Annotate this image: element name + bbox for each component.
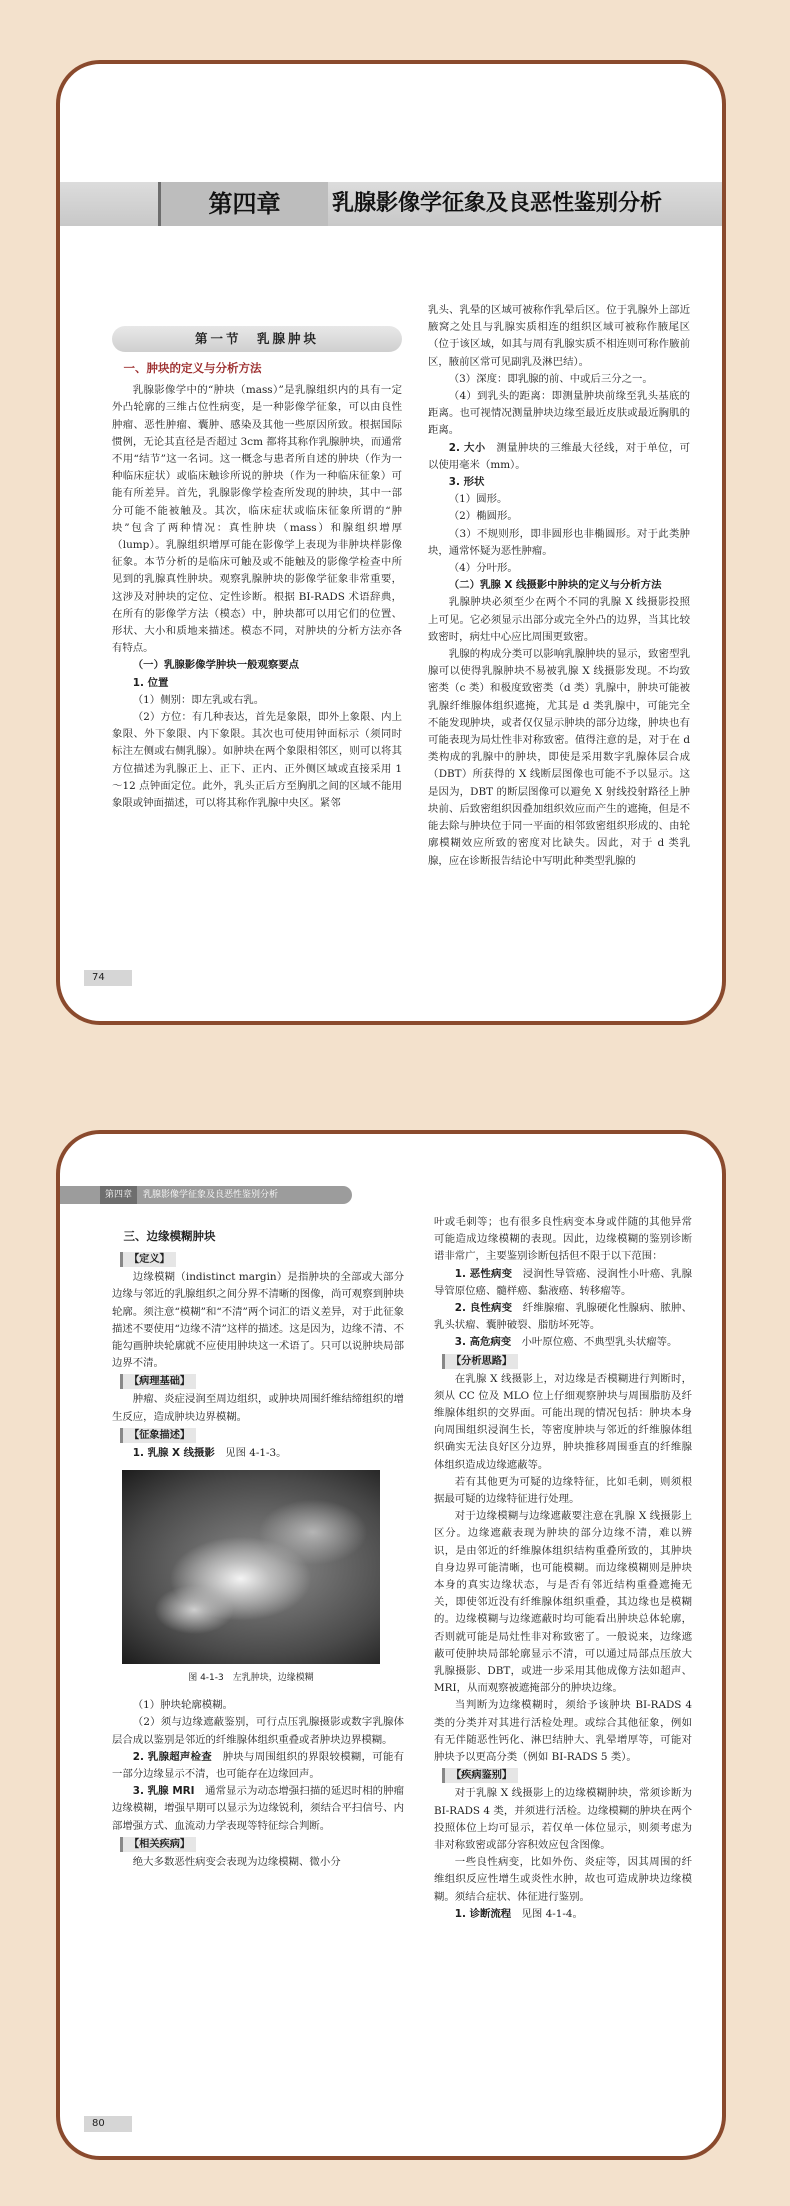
- tag-pathology: 【病理基础】: [120, 1374, 196, 1389]
- section-title: 第一节 乳腺肿块: [112, 326, 402, 352]
- paragraph: 叶或毛刺等；也有很多良性病变本身或伴随的其他异常可能造成边缘模糊的表现。因此，边缘模糊的鉴别诊断谱非常广，主要鉴别诊断包括但不限于以下范围：: [434, 1216, 692, 1263]
- item-depth: （3）深度：即乳腺的前、中或后三分之一。: [448, 372, 653, 385]
- tag-sign-description: 【征象描述】: [120, 1428, 196, 1443]
- flow-title: 1. 诊断流程: [454, 1907, 512, 1920]
- paragraph: 对于边缘模糊与边缘遮蔽要注意在乳腺 X 线摄影上区分。边缘遮蔽表现为肿块的部分边缘不清，难以辨识，是由邻近的纤维腺体组织结构重叠所致的，其肿块自身边界可能清晰，也可能模糊。而边缘模糊则是肿块本身的真实边缘状态，与是否有邻近结构重叠遮掩无关，即使邻近没有纤维腺体组织重叠，其边缘也是模糊的。边缘模糊与边缘遮蔽时均可能看出肿块总体轮廓，否则就可能是局灶性非对称致密了。一般说来，边缘遮蔽可使肿块局部轮廓显示不清，可以通过局部点压放大乳腺摄影、DBT，或进一步采用其他成像方法如超声、MRI，从而观察被遮掩部分的肿块边缘。: [434, 1510, 692, 1695]
- subheading-xray: （二）乳腺 X 线摄影中肿块的定义与分析方法: [448, 579, 662, 592]
- sign-item: （2）须与边缘遮蔽鉴别，可行点压乳腺摄影或数字乳腺体层合成以鉴别是邻近的纤维腺体组织重叠或者肿块边界模糊。: [112, 1716, 404, 1746]
- shape-lobulated: （4）分叶形。: [448, 562, 518, 575]
- running-head: [60, 1186, 352, 1204]
- right-column: [434, 1214, 692, 1923]
- left-column: [112, 1222, 404, 1871]
- shape-round: （1）圆形。: [448, 493, 508, 506]
- item-size-title: 2. 大小: [448, 441, 486, 454]
- tag-analysis: 【分析思路】: [442, 1354, 518, 1369]
- paragraph: 若有其他更为可疑的边缘特征，比如毛刺，则须根据最可疑的边缘特征进行处理。: [434, 1475, 692, 1506]
- paragraph: 当判断为边缘模糊时，须给予该肿块 BI-RADS 4 类的分类并对其进行活检处理。或综合其他征象，例如有无伴随恶性钙化、淋巴结肿大、乳晕增厚等，可能对肿块予以更高分类（例如 BI-RADS 5 类）。: [434, 1699, 692, 1764]
- heading-indistinct-margin: 三、边缘模糊肿块: [123, 1229, 216, 1243]
- heading-definition: 一、肿块的定义与分析方法: [123, 361, 262, 375]
- running-head-title: 乳腺影像学征象及良恶性鉴别分析: [143, 1190, 279, 1200]
- paragraph: 乳头、乳晕的区域可被称作乳晕后区。位于乳腺外上部近腋窝之处且与乳腺实质相连的组织区域可被称作腋尾区（位于该区域，如其与周有乳腺实质不相连则可称作腋前区，腋前区常可见副乳及淋巴结）。: [428, 304, 690, 368]
- page-number: 74: [84, 970, 132, 986]
- subheading-general: （一）乳腺影像学肿块一般观察要点: [132, 659, 300, 672]
- tag-definition: 【定义】: [120, 1252, 176, 1267]
- tag-related-disease: 【相关疾病】: [120, 1837, 196, 1852]
- shape-oval: （2）椭圆形。: [448, 510, 518, 523]
- us-title: 2. 乳腺超声检查: [132, 1750, 212, 1763]
- flow-text: 见图 4-1-4。: [521, 1907, 583, 1920]
- xray-item-text: 见图 4-1-3。: [225, 1446, 287, 1459]
- paragraph: 在乳腺 X 线摄影上，对边缘是否模糊进行判断时，须从 CC 位及 MLO 位上仔细观察肿块与周围脂肪及纤维腺体组织的交界面。可能出现的情况包括：肿块本身向周围组织浸润生长，等密度肿块与邻近的纤维腺体组织确实无法良好区分边界，肿块推移周围垂直的纤维腺体组织造成边缘遮蔽等。: [434, 1372, 692, 1471]
- paragraph: 对于乳腺 X 线摄影上的边缘模糊肿块，常须诊断为 BI-RADS 4 类，并须进行活检。边缘模糊的肿块在两个投照体位上均可显示，若仅单一体位显示，则须考虑为非对称致密或部分容积效应包含图像。: [434, 1787, 692, 1851]
- related-disease-text: 绝大多数恶性病变会表现为边缘模糊、微小分: [132, 1855, 341, 1868]
- paragraph: 一些良性病变，比如外伤、炎症等，因其周围的纤维组织反应性增生或炎性水肿，故也可造成肿块边缘模糊。须结合症状、体征进行鉴别。: [434, 1856, 692, 1903]
- paragraph: 乳腺的构成分类可以影响乳腺肿块的显示，致密型乳腺可以使得乳腺肿块不易被乳腺 X 线摄影发现。不均致密类（c 类）和极度致密类（d 类）乳腺中，肿块可能被乳腺纤维腺体组织遮掩，尤其是 d 类乳腺中，可能完全不能发现肿块，或者仅仅显示肿块的部分边缘，肿块也有可能表现为局灶性非对称致密。值得注意的是，对于在 d 类构成的乳腺中的肿块，即使是采用数字乳腺体层合成（DBT）所获得的 X 线断层图像也可能不予以显示。这是因为，DBT 的断层图像可以避免 X 射线投射路径上肿块前、后致密组织因叠加组织效应而产生的遮掩，但是不能去除与肿块位于同一平面的相邻致密组织形成的、由轮廓模糊效应所致的密度对比缺失。因此，对于 d 类乳腺，应在诊断报告结论中写明此种类型乳腺的: [428, 648, 690, 867]
- tag-differential: 【疾病鉴别】: [442, 1768, 518, 1783]
- chapter-title: 乳腺影像学征象及良恶性鉴别分析: [332, 191, 663, 216]
- dx-highrisk-title: 3. 高危病变: [454, 1336, 512, 1349]
- sign-item: （1）肿块轮廓模糊。: [132, 1699, 233, 1712]
- mri-text: 通常显示为动态增强扫描的延迟时相的肿瘤边缘模糊，增强早期可以显示为边缘锐利，须结合平扫信号、内部增强方式、血流动力学表现等特征综合判断。: [112, 1785, 405, 1832]
- item-side: （1）侧别：即左乳或右乳。: [132, 693, 265, 706]
- definition-text: 边缘模糊（indistinct margin）是指肿块的全部或大部分边缘与邻近的乳腺组织之间分界不清晰的图像，尚可观察到肿块轮廓。须注意“模糊”和“不清”两个词汇的语义差异，对于此征象描述不要使用“边缘不清”这样的描述。这是因为，边缘不清、不能勾画肿块轮廓就不应使用肿块这一术语了。只可以说肿块局部边界不清。: [112, 1271, 404, 1370]
- left-column: [112, 326, 402, 812]
- mammogram-image: [122, 1470, 380, 1664]
- item-nipple-distance: （4）到乳头的距离：即测量肿块前缘至乳头基底的距离。也可视情况测量肿块边缘至最近皮肤或最近胸肌的距离。: [428, 390, 690, 437]
- running-head-chapter: 第四章: [100, 1186, 137, 1204]
- book-page-74: [56, 60, 726, 1025]
- item-shape-title: 3. 形状: [448, 476, 485, 489]
- chapter-label: 第四章: [158, 182, 328, 226]
- right-column: [428, 302, 690, 870]
- pathology-text: 肿瘤、炎症浸润至周边组织，或肿块周围纤维结缔组织的增生反应，造成肿块边界模糊。: [112, 1393, 404, 1423]
- item-orientation: （2）方位：有几种表达，首先是象限，即外上象限、内上象限、外下象限、内下象限。其次也可使用钟面标示（须同时标注左侧或右侧乳腺）。如肿块在两个象限相邻区，则可以将其方位描述为乳腺正上、正下、正内、正外侧区域或直接采用 1～12 点钟面定位。此外，乳头正后方至胸肌之间的区域不能用象限或钟面描述，可以将其称作乳腺中央区。紧邻: [112, 711, 402, 810]
- mri-title: 3. 乳腺 MRI: [132, 1785, 195, 1798]
- dx-malignant-text: 浸润性导管癌、浸润性小叶癌、乳腺导管原位癌、髓样癌、黏液癌、转移瘤等。: [434, 1267, 693, 1297]
- page-number: 80: [84, 2116, 132, 2132]
- paragraph: 乳腺肿块必须至少在两个不同的乳腺 X 线摄影投照上可见。它必须显示出部分或完全外凸的边界，当其比较致密时，病灶中心应比周围更致密。: [428, 596, 690, 643]
- dx-benign-text: 纤维腺瘤、乳腺硬化性腺病、脓肿、乳头状瘤、囊肿破裂、脂肪坏死等。: [434, 1302, 693, 1332]
- item-size-text: 测量肿块的三维最大径线，对于单位，可以使用毫米（mm）。: [428, 441, 690, 471]
- shape-irregular: （3）不规则形，即非圆形也非椭圆形。对于此类肿块，通常怀疑为恶性肿瘤。: [428, 527, 690, 557]
- book-page-80: [56, 1130, 726, 2160]
- dx-malignant-title: 1. 恶性病变: [454, 1267, 513, 1280]
- paragraph: 乳腺影像学中的“肿块（mass）”是乳腺组织内的具有一定外凸轮廓的三维占位性病变，是一种影像学征象，可以由良性肿瘤、恶性肿瘤、囊肿、感染及其他一些原因所致。根据国际惯例，无论其直径是否超过 3cm 都将其称作乳腺肿块，而通常不用“结节”这一名词。这一概念与患者所自述的肿块（作为一种临床症状）或临床触诊所说的肿块（作为一种临床征象）可能有所差异。首先，乳腺影像学检查所发现的肿块，其中一部分可能不能被触及。其次，临床症状或临床征象所谓的“肿块”包含了两种情况：真性肿块（mass）和腺组织增厚（lump）。乳腺组织增厚可能在影像学上表现为非肿块样影像征象。本节分析的是临床可触及或不能触及的影像学检查中所见到的乳腺真性肿块。观察乳腺肿块的影像学征象非常重要，这涉及对肿块的定位、定性诊断。根据 BI-RADS 术语辞典，在所有的影像学方法（模态）中，肿块都可以用它们的位置、形状、大小和质地来描述。模态不同，对肿块的分析方法亦各有特点。: [112, 384, 402, 655]
- dx-benign-title: 2. 良性病变: [454, 1302, 513, 1315]
- xray-item-title: 1. 乳腺 X 线摄影: [132, 1446, 215, 1459]
- us-text: 肿块与周围组织的界限较模糊，可能有一部分边缘显示不清，也可能存在边缘回声。: [112, 1750, 405, 1781]
- item-location-title: 1. 位置: [132, 676, 169, 689]
- figure-caption: 图 4-1-3 左乳肿块，边缘模糊: [188, 1673, 314, 1684]
- dx-highrisk-text: 小叶原位癌、不典型乳头状瘤等。: [521, 1336, 678, 1349]
